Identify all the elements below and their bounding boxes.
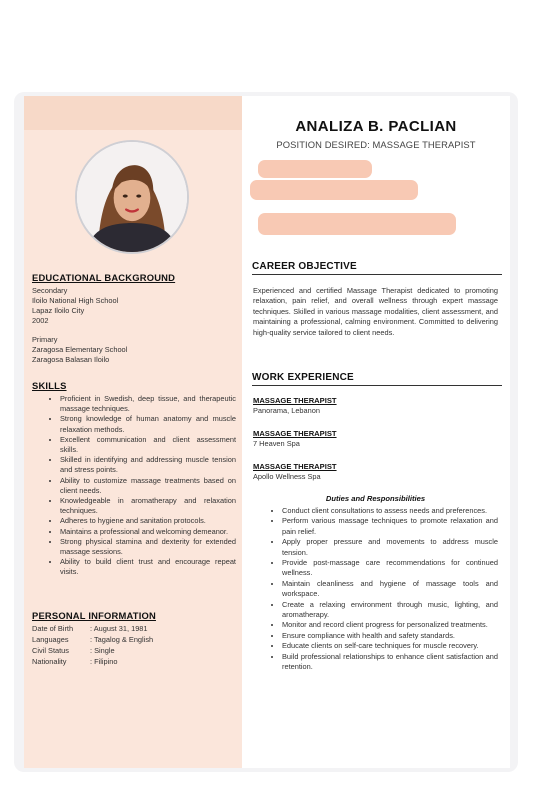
duty-item: • Apply proper pressure and movements to address muscle tension. [282, 537, 498, 558]
job-entry [253, 462, 498, 482]
personal-info-label: Nationality [32, 657, 67, 666]
job-entry [253, 429, 498, 449]
skill-item: • Strong knowledge of human anatomy and muscle relaxation methods. [60, 414, 236, 434]
work-experience-heading: WORK EXPERIENCE [252, 372, 502, 386]
job-company: Apollo Wellness Spa [253, 472, 321, 481]
personal-info-value: : August 31, 1981 [90, 624, 148, 633]
job-title: MASSAGE THERAPIST [253, 396, 337, 405]
skill-item: • Adheres to hygiene and sanitation protocols. [60, 516, 236, 526]
skill-item: • Ability to build client trust and encourage repeat visits. [60, 557, 236, 577]
job-company: 7 Heaven Spa [253, 439, 300, 448]
redacted-contact-line [258, 160, 372, 178]
left-panel [24, 96, 242, 768]
position-desired: POSITION DESIRED: MASSAGE THERAPIST [276, 139, 476, 150]
job-title: MASSAGE THERAPIST [253, 429, 337, 438]
personal-info-value: : Single [90, 646, 115, 655]
skills-list [32, 394, 236, 578]
duty-item: • Perform various massage techniques to promote relaxation and pain relief. [282, 516, 498, 537]
skill-item: • Strong physical stamina and dexterity for extended massage sessions. [60, 537, 236, 557]
career-objective-text: Experienced and certified Massage Therapist dedicated to promoting relaxation, pain relief, and overall wellness through expert massage techniques. Skilled in various massage modalities, client assessment, and maintaining a professional, calming environment. Committed to delivering high-quality service tailored to client needs. [253, 286, 498, 337]
skill-item: • Knowledgeable in aromatherapy and relaxation techniques. [60, 496, 236, 516]
left-top-band [24, 96, 242, 130]
skill-item: • Skilled in identifying and addressing muscle tension and stress points. [60, 455, 236, 475]
personal-info-section [32, 610, 236, 667]
duty-item: • Build professional relationships to enhance client satisfaction and retention. [282, 652, 498, 673]
skill-item: • Proficient in Swedish, deep tissue, and therapeutic massage techniques. [60, 394, 236, 414]
redacted-contact-line [258, 213, 456, 235]
personal-info-label: Languages [32, 635, 69, 644]
education-heading: EDUCATIONAL BACKGROUND [32, 272, 176, 283]
profile-photo-image [77, 142, 187, 252]
skills-section [32, 380, 236, 578]
applicant-name: ANALIZA B. PACLIAN [295, 118, 457, 135]
education-section [32, 272, 236, 365]
personal-info-value: : Filipino [90, 657, 118, 666]
duty-item: • Ensure compliance with health and safety standards. [282, 631, 498, 641]
skill-item: • Maintains a professional and welcoming demeanor. [60, 527, 236, 537]
education-primary-school: Zaragosa Elementary School [32, 345, 128, 354]
resume-sheet [24, 96, 510, 768]
education-secondary-level: Secondary [32, 286, 68, 295]
personal-info-label: Civil Status [32, 646, 69, 655]
job-company: Panorama, Lebanon [253, 406, 320, 415]
job-entry [253, 396, 498, 416]
redacted-contact-line [250, 180, 418, 200]
duty-item: • Educate clients on self-care techniques for muscle recovery. [282, 641, 498, 651]
duty-item: • Maintain cleanliness and hygiene of massage tools and workspace. [282, 579, 498, 600]
duty-item: • Monitor and record client progress for personalized treatments. [282, 620, 498, 630]
skill-item: • Ability to customize massage treatments based on client needs. [60, 476, 236, 496]
education-primary-location: Zaragosa Balasan Iloilo [32, 355, 110, 364]
duty-item: • Create a relaxing environment through music, lighting, and aromatherapy. [282, 600, 498, 621]
education-secondary-year: 2002 [32, 316, 49, 325]
personal-info-row [32, 645, 236, 656]
education-primary-level: Primary [32, 335, 58, 344]
skills-heading: SKILLS [32, 380, 67, 391]
education-secondary-location: Lapaz Iloilo City [32, 306, 85, 315]
career-objective-heading: CAREER OBJECTIVE [252, 261, 502, 275]
personal-info-value: : Tagalog & English [90, 635, 154, 644]
duty-item: • Conduct client consultations to assess needs and preferences. [282, 506, 498, 516]
skill-item: • Excellent communication and client assessment skills. [60, 435, 236, 455]
right-panel [242, 96, 510, 768]
personal-info-label: Date of Birth [32, 624, 74, 633]
profile-photo [75, 140, 189, 254]
job-title: MASSAGE THERAPIST [253, 462, 337, 471]
duty-item: • Provide post-massage care recommendations for continued wellness. [282, 558, 498, 579]
duties-title: Duties and Responsibilities [325, 494, 426, 503]
personal-info-row [32, 623, 236, 634]
personal-info-row [32, 656, 236, 667]
personal-info-row [32, 634, 236, 645]
education-secondary-school: Iloilo National High School [32, 296, 119, 305]
duties-list [253, 506, 498, 673]
personal-info-heading: PERSONAL INFORMATION [32, 610, 156, 621]
